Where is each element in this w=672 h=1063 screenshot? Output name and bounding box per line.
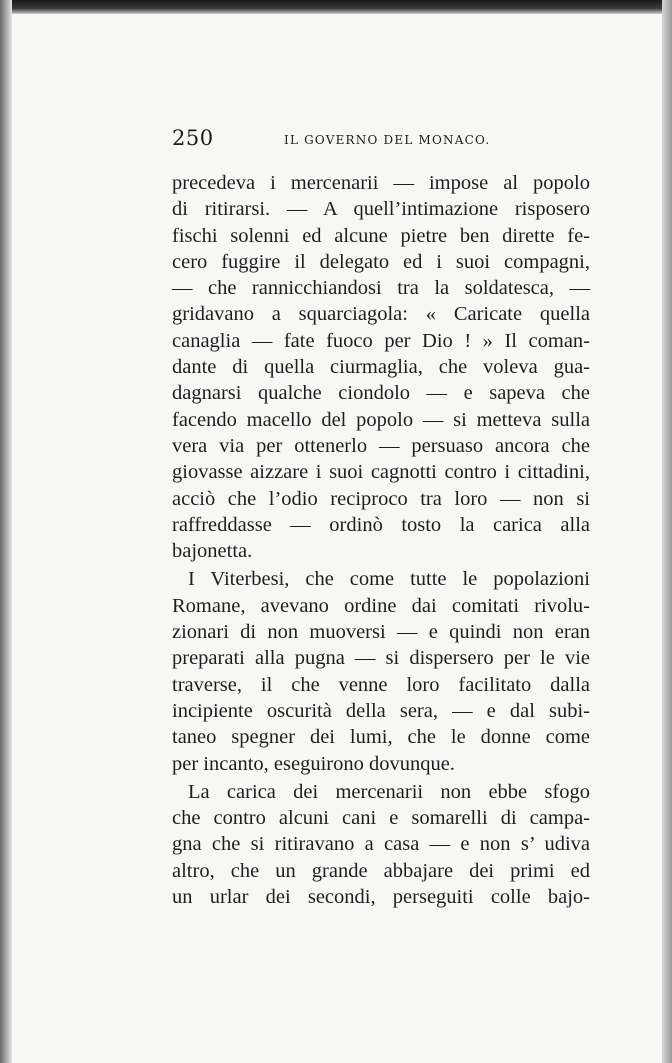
text-line: che contro alcuni cani e somarelli di campa- bbox=[172, 807, 590, 830]
paragraph bbox=[172, 779, 590, 910]
text-line: dante di quella ciurmaglia, che voleva gua- bbox=[172, 356, 590, 379]
running-head bbox=[172, 126, 492, 154]
text-line: per incanto, eseguirono dovunque. bbox=[172, 752, 455, 775]
page-number: 250 bbox=[172, 126, 214, 150]
text-line: Romane, avevano ordine dai comitati rivolu- bbox=[172, 594, 590, 617]
text-line: facendo macello del popolo — si metteva sulla bbox=[172, 408, 590, 431]
text-line: taneo spegner dei lumi, che le donne come bbox=[172, 726, 590, 749]
text-line: canaglia — fate fuoco per Dio ! » Il coman- bbox=[172, 329, 590, 352]
text-line: I Viterbesi, che come tutte le popolazioni bbox=[188, 568, 590, 591]
running-title: IL GOVERNO DEL MONACO. bbox=[284, 133, 491, 147]
text-line: La carica dei mercenarii non ebbe sfogo bbox=[188, 780, 590, 803]
text-line: raffreddasse — ordinò tosto la carica alla bbox=[172, 513, 590, 536]
text-line: fischi solenni ed alcune pietre ben dirette fe- bbox=[172, 224, 590, 247]
text-line: incipiente oscurità della sera, — e dal subi- bbox=[172, 699, 590, 722]
text-line: altro, che un grande abbajare dei primi ed bbox=[172, 859, 590, 882]
text-line: un urlar dei secondi, perseguiti colle bajo- bbox=[172, 886, 590, 909]
text-line: zionari di non muoversi — e quindi non eran bbox=[172, 621, 590, 644]
text-line: vera via per ottenerlo — persuaso ancora che bbox=[172, 434, 590, 457]
paragraph bbox=[172, 566, 590, 776]
paragraph bbox=[172, 170, 590, 564]
text-line: gna che si ritiravano a casa — e non s’ udiva bbox=[172, 833, 590, 856]
text-line: giovasse aizzare i suoi cagnotti contro i cittadini, bbox=[172, 461, 590, 484]
scan-edge-left bbox=[0, 0, 12, 1063]
text-line: precedeva i mercenarii — impose al popolo bbox=[172, 172, 590, 194]
text-line: bajonetta. bbox=[172, 540, 253, 563]
text-line: dagnarsi qualche ciondolo — e sapeva che bbox=[172, 382, 590, 405]
text-line: preparati alla pugna — si dispersero per le vie bbox=[172, 647, 590, 670]
body-text bbox=[172, 170, 590, 910]
text-line: traverse, il che venne loro facilitato dalla bbox=[172, 673, 590, 696]
text-line: acciò che l’odio reciproco tra loro — non si bbox=[172, 487, 590, 510]
text-line: — che rannicchiandosi tra la soldatesca, — bbox=[172, 277, 590, 300]
text-line: gridavano a squarciagola: « Caricate quella bbox=[172, 303, 590, 326]
scan-edge-right bbox=[662, 0, 672, 1063]
scan-edge-top bbox=[0, 0, 672, 14]
text-line: di ritirarsi. — A quell’intimazione risposero bbox=[172, 198, 590, 221]
text-line: cero fuggire il delegato ed i suoi compagni, bbox=[172, 250, 590, 273]
